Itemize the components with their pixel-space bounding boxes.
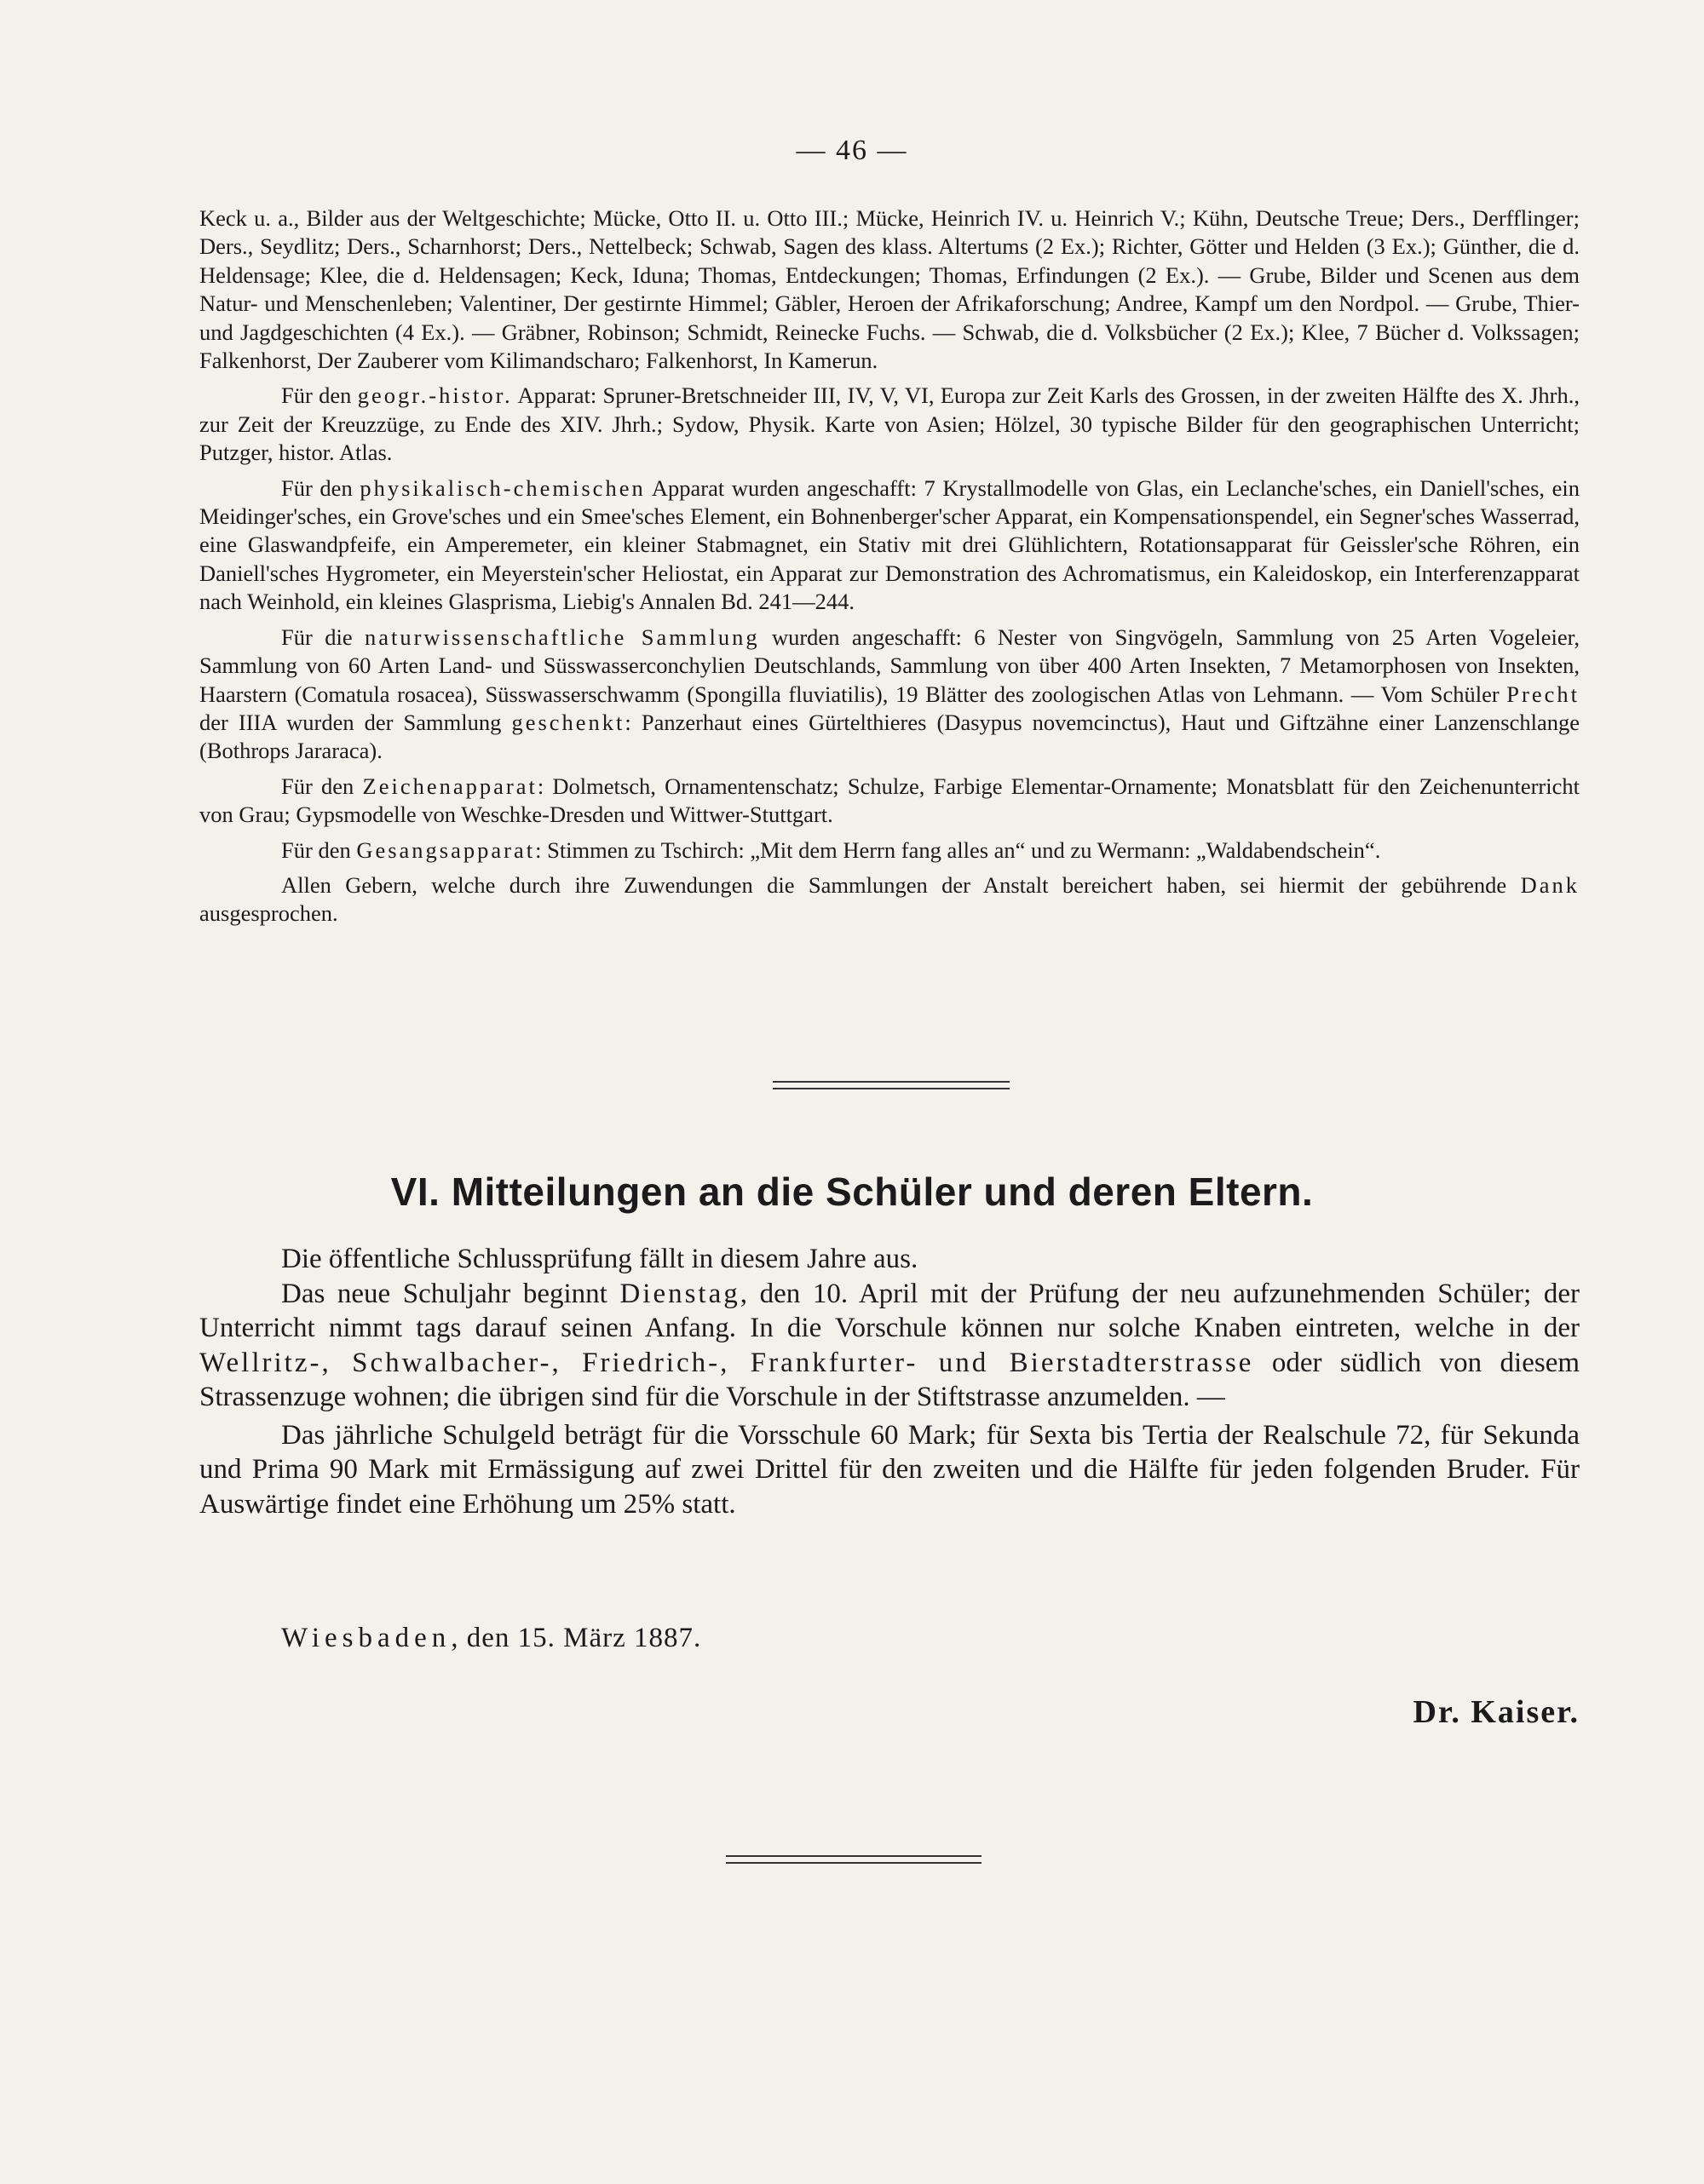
paragraph-singing: Für den Gesangsapparat: Stimmen zu Tschirch: „Mit dem Herrn fang alles an“ und zu Wermann: „Waldabendschein“. [281,836,1381,863]
paragraph-fees: Das jährliche Schulgeld beträgt für die Vorsschule 60 Mark; für Sexta bis Tertia der Realschule 72, für Sekunda und Prima 90 Mark mit Ermässigung auf zwei Drittel für den zweiten und die Hälfte für jeden folgenden Bruder. Für Auswärtige findet eine Erhöhung um 25% statt. [199,1419,1580,1520]
end-divider [726,1855,982,1864]
acquisitions-section [199,204,1580,928]
paragraph-physics: Für den physikalisch-chemischen Apparat wurden angeschafft: 7 Krystallmodelle von Glas, ein Leclanche'sches, ein Daniell'sches, ein Meidinger'sches, ein Grove'sches und ein Smee'sches Element, ein Bohnenberger'scher Apparat, ein Kompensationspendel, ein Segner'sches Wasserrad, eine Glaswandpfeife, ein Amperemeter, ein kleiner Stabmagnet, ein Stativ mit drei Glühlichtern, Rotationsapparat für Geissler'sche Röhren, ein Daniell'sches Hygrometer, ein Meyerstein'scher Heliostat, ein Apparat zur Demonstration des Achromatismus, ein Kaleidoskop, ein Interferenzapparat nach Weinhold, ein kleines Glasprisma, Liebig's Annalen Bd. 241—244. [199,474,1580,615]
date-line: Wiesbaden, den 15. März 1887. [281,1623,702,1653]
paragraph-exam: Die öffentliche Schlussprüfung fällt in diesem Jahre aus. [281,1244,918,1274]
announcements-section [199,1242,1580,1521]
paragraph-geography: Für den geogr.-histor. Apparat: Spruner-Bretschneider III, IV, V, VI, Europa zur Zeit Karls des Grossen, in der zweiten Hälfte des X. Jhrh., zur Zeit der Kreuzzüge, zu Ende des XIV. Jhrh.; Sydow, Physik. Karte von Asien; Hölzel, 30 typische Bilder für den geographischen Unterricht; Putzger, histor. Atlas. [199,382,1580,466]
paragraph-thanks: Allen Gebern, welche durch ihre Zuwendungen die Sammlungen der Anstalt bereichert haben, sei hiermit der gebührende Dank ausgesprochen. [199,871,1580,927]
section-heading: VI. Mitteilungen an die Schüler und deren Eltern. [390,1170,1314,1214]
paragraph-books: Keck u. a., Bilder aus der Weltgeschichte; Mücke, Otto II. u. Otto III.; Mücke, Heinrich IV. u. Heinrich V.; Kühn, Deutsche Treue; Ders., Derfflinger; Ders., Seydlitz; Ders., Scharnhorst; Ders., Nettelbeck; Schwab, Sagen des klass. Altertums (2 Ex.); Richter, Götter und Helden (3 Ex.); Günther, die d. Heldensage; Klee, die d. Heldensagen; Keck, Iduna; Thomas, Entdeckungen; Thomas, Erfindungen (2 Ex.). — Grube, Bilder und Scenen aus dem Natur- und Menschenleben; Valentiner, Der gestirnte Himmel; Gäbler, Heroen der Afrikaforschung; Andree, Kampf um den Nordpol. — Grube, Thier- und Jagdgeschichten (4 Ex.). — Gräbner, Robinson; Schmidt, Reinecke Fuchs. — Schwab, die d. Volksbücher (2 Ex.); Klee, 7 Bücher d. Volkssagen; Falkenhorst, Der Zauberer vom Kilimandscharo; Falkenhorst, In Kamerun. [199,205,1580,374]
signature: Dr. Kaiser. [1413,1694,1580,1730]
paragraph-drawing: Für den Zeichenapparat: Dolmetsch, Ornamentenschatz; Schulze, Farbige Elementar-Ornamente; Monatsblatt für den Zeichenunterricht von Grau; Gypsmodelle von Weschke-Dresden und Wittwer-Stuttgart. [199,773,1580,828]
section-divider [773,1081,1010,1089]
paragraph-natural-science: Für die naturwissenschaftliche Sammlung wurden angeschafft: 6 Nester von Singvögeln, Sammlung von 25 Arten Vogeleier, Sammlung von 60 Arten Land- und Süsswasserconchylien Deutschlands, Sammlung von über 400 Arten Insekten, 7 Metamorphosen von Insekten, Haarstern (Comatula rosacea), Süsswasserschwamm (Spongilla fluviatilis), 19 Blätter des zoologischen Atlas von Lehmann. — Vom Schüler Precht der IIIA wurden der Sammlung geschenkt: Panzerhaut eines Gürtelthieres (Dasypus novemcinctus), Haut und Giftzähne einer Lanzenschlange (Bothrops Jararaca). [199,624,1580,764]
paragraph-school-year: Das neue Schuljahr beginnt Dienstag, den 10. April mit der Prüfung der neu aufzunehmenden Schüler; der Unterricht nimmt tags darauf seinen Anfang. In die Vorschule können nur solche Knaben eintreten, welche in der Wellritz-, Schwalbacher-, Friedrich-, Frankfurter- und Bierstadterstrasse oder südlich von diesem Strassenzuge wohnen; die übrigen sind für die Vorschule in der Stiftstrasse anzumelden. — [199,1278,1580,1412]
page-number: — 46 — [796,135,908,166]
